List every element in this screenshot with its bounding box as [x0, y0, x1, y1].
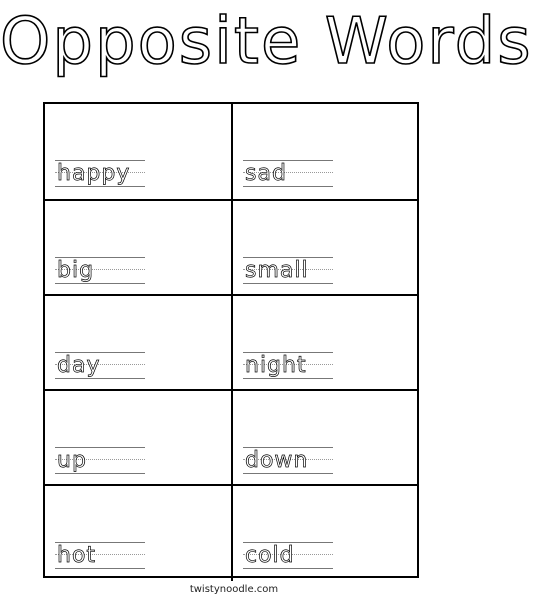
table-cell	[231, 201, 417, 296]
tracing-guide	[55, 542, 145, 572]
tracing-guide	[243, 257, 333, 287]
trace-word: night	[245, 353, 307, 378]
tracing-guide	[243, 160, 333, 190]
trace-word: hot	[57, 543, 97, 568]
table-row	[45, 389, 417, 486]
table-cell	[45, 391, 231, 486]
table-cell	[45, 296, 231, 391]
tracing-guide	[243, 542, 333, 572]
trace-word: big	[57, 258, 95, 283]
trace-word: small	[245, 258, 309, 283]
trace-word: happy	[57, 161, 131, 186]
table-row	[45, 294, 417, 391]
table-cell	[45, 486, 231, 581]
table-row	[45, 104, 417, 199]
trace-word: cold	[245, 543, 295, 568]
tracing-guide	[243, 447, 333, 477]
trace-word: day	[57, 353, 101, 378]
footer-site-credit: twistynoodle.com	[189, 584, 279, 595]
table-cell	[231, 296, 417, 391]
table-cell	[45, 201, 231, 296]
table-cell	[231, 391, 417, 486]
worksheet-title: Opposite Words	[0, 5, 533, 79]
table-cell	[231, 104, 417, 199]
tracing-guide	[243, 352, 333, 382]
trace-word: down	[245, 448, 309, 473]
table-row	[45, 484, 417, 581]
table-row	[45, 199, 417, 296]
tracing-guide	[55, 160, 145, 190]
opposites-table	[43, 102, 419, 578]
trace-word: up	[57, 448, 87, 473]
tracing-guide	[55, 447, 145, 477]
tracing-guide	[55, 352, 145, 382]
trace-word: sad	[245, 161, 287, 186]
table-cell	[45, 104, 231, 199]
table-cell	[231, 486, 417, 581]
tracing-guide	[55, 257, 145, 287]
